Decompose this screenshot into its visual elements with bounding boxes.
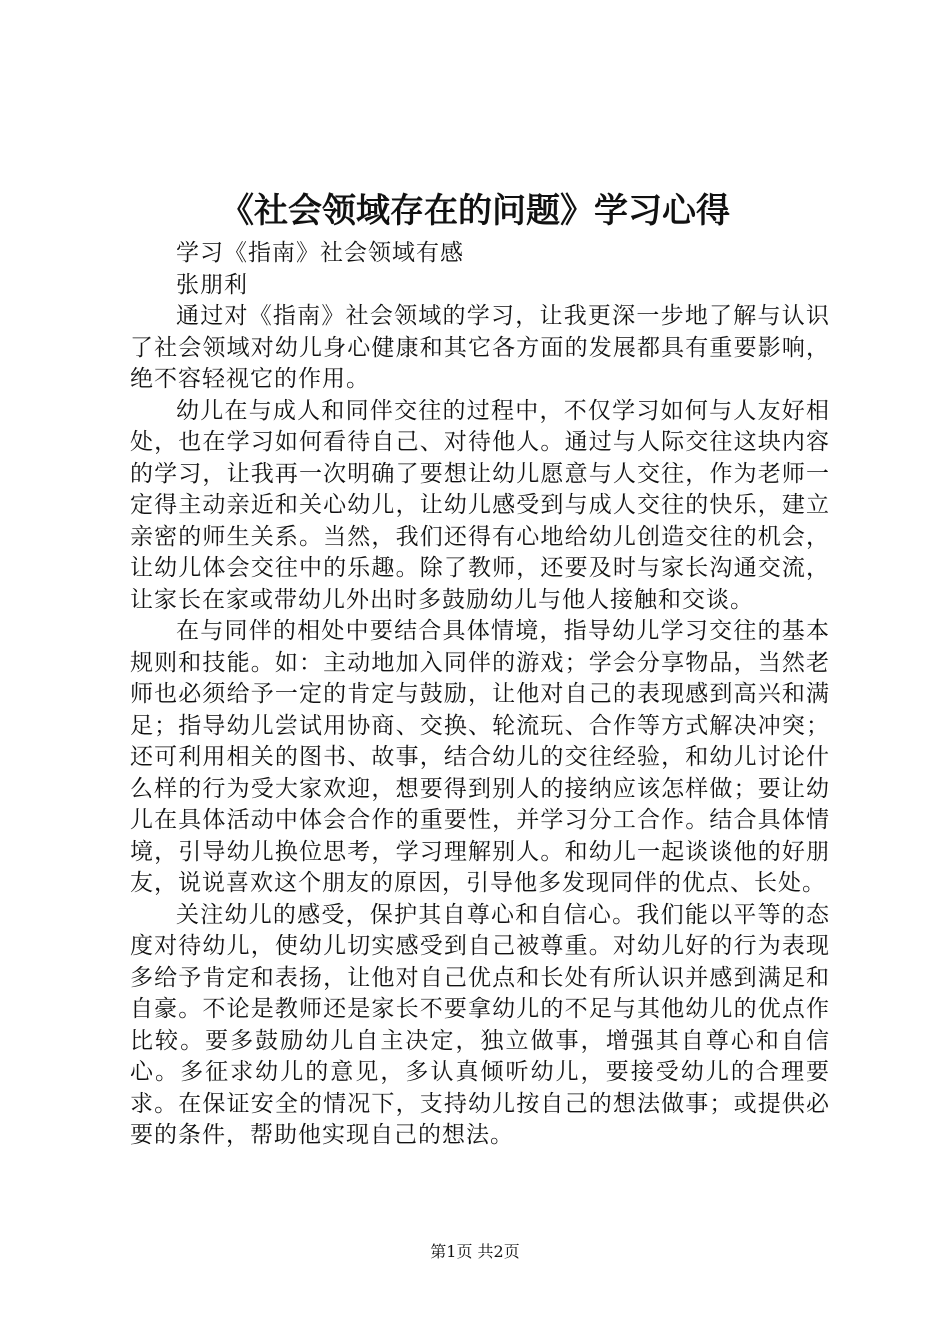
paragraph-2: 幼儿在与成人和同伴交往的过程中，不仅学习如何与人友好相处，也在学习如何看待自己、对待他人。通过与人际交往这块内容的学习，让我再一次明确了要想让幼儿愿意与人交往，作为老师一定得主动亲近和关心幼儿，让幼儿感受到与成人交往的快乐，建立亲密的师生关系。当然，我们还得有心地给幼儿创造交往的机会，让幼儿体会交往中的乐趣。除了教师，还要及时与家长沟通交流，让家长在家或带幼儿外出时多鼓励幼儿与他人接触和交谈。 <box>130 397 830 613</box>
paragraph-3: 在与同伴的相处中要结合具体情境，指导幼儿学习交往的基本规则和技能。如：主动地加入同伴的游戏；学会分享物品，当然老师也必须给予一定的肯定与鼓励，让他对自己的表现感到高兴和满足；指导幼儿尝试用协商、交换、轮流玩、合作等方式解决冲突；还可利用相关的图书、故事，结合幼儿的交往经验，和幼儿讨论什么样的行为受大家欢迎，想要得到别人的接纳应该怎样做；要让幼儿在具体活动中体会合作的重要性，并学习分工合作。结合具体情境，引导幼儿换位思考，学习理解别人。和幼儿一起谈谈他的好朋友，说说喜欢这个朋友的原因，引导他多发现同伴的优点、长处。 <box>130 618 830 896</box>
author-line: 张朋利 <box>176 271 248 298</box>
document-body <box>130 238 830 1152</box>
paragraph-1: 通过对《指南》社会领域的学习，让我更深一步地了解与认识了社会领域对幼儿身心健康和其它各方面的发展都具有重要影响，绝不容轻视它的作用。 <box>130 303 830 392</box>
subtitle-line: 学习《指南》社会领域有感 <box>176 240 464 266</box>
paragraph-4: 关注幼儿的感受，保护其自尊心和自信心。我们能以平等的态度对待幼儿，使幼儿切实感受到自己被尊重。对幼儿好的行为表现多给予肯定和表扬，让他对自己优点和长处有所认识并感到满足和自豪。不论是教师还是家长不要拿幼儿的不足与其他幼儿的优点作比较。要多鼓励幼儿自主决定，独立做事，增强其自尊心和自信心。多征求幼儿的意见，多认真倾听幼儿，要接受幼儿的合理要求。在保证安全的情况下，支持幼儿按自己的想法做事；或提供必要的条件，帮助他实现自己的想法。 <box>130 901 830 1148</box>
page-footer: 第1页 共2页 <box>430 1242 520 1261</box>
document-title: 《社会领域存在的问题》学习心得 <box>220 191 730 231</box>
